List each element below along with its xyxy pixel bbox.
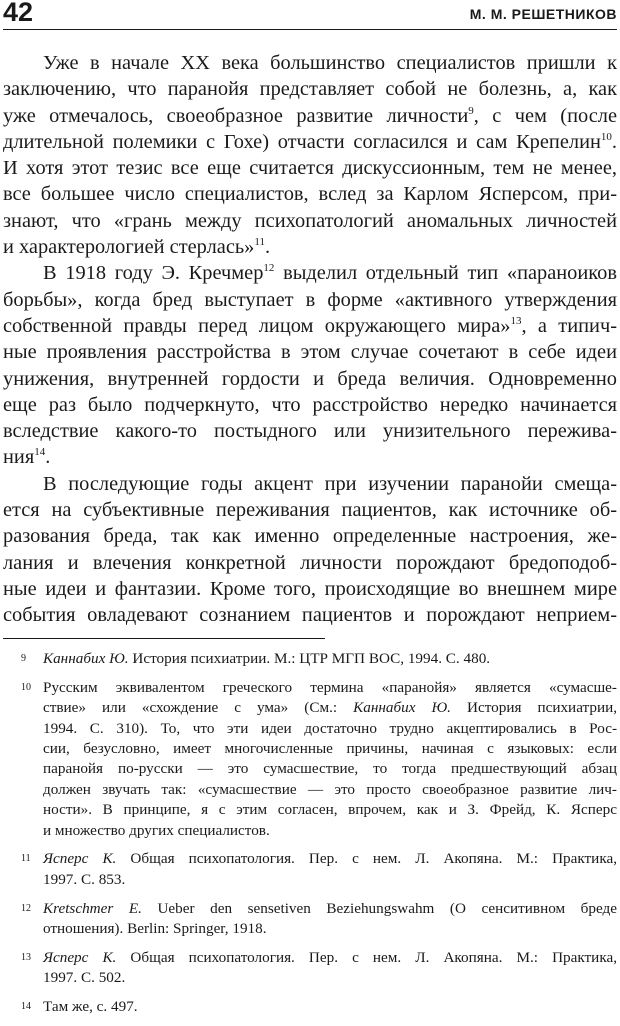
text-run: Уже в начале XX века большинство специалистов пришли к <box>43 52 617 74</box>
text-run: знают, что «грань между психопатологий аномальных личностей <box>3 209 617 232</box>
text-line <box>3 313 617 339</box>
text-run: История психиатрии, <box>450 699 618 717</box>
text-run: отношения). Berlin: Springer, 1918. <box>43 920 267 938</box>
footnote-number: 13 <box>21 951 31 963</box>
footnote-line <box>43 698 617 718</box>
footnote-ref: 13 <box>510 314 522 327</box>
text-run: длительной полемики с Гохе) отчасти согласился и сам Крепелин <box>3 130 601 153</box>
footnote-line <box>43 780 617 800</box>
text-line <box>3 602 617 628</box>
text-line <box>3 76 617 102</box>
text-line <box>3 234 617 260</box>
author-name: Ясперс К. <box>43 948 117 966</box>
text-run: Общая психопатология. Пер. с нем. Л. Акопяна. М.: Практика, <box>116 850 618 868</box>
text-line <box>3 339 617 365</box>
text-run: Русским эквивалентом греческого термина «паранойя» является «сумасше- <box>43 678 617 696</box>
footnote-13 <box>3 948 617 989</box>
footnote-line <box>43 919 617 939</box>
text-line <box>3 181 617 207</box>
main-text <box>3 50 617 629</box>
footnote-12 <box>3 899 617 940</box>
text-line <box>3 208 617 234</box>
author-name: Kretschmer E. <box>43 899 142 917</box>
author-name: Ясперс К. <box>43 850 117 868</box>
text-run: , а типич- <box>521 314 617 337</box>
text-run: разования бреда, так как именно определенные настроения, же- <box>3 525 617 548</box>
footnote-line <box>43 899 617 919</box>
text-run: вследствие какого-то постыдного или унизительного пережива- <box>3 420 617 443</box>
header-rule <box>3 29 617 30</box>
text-line <box>3 366 617 392</box>
text-line <box>3 287 617 313</box>
text-line <box>3 418 617 444</box>
footnote-number: 12 <box>21 902 31 914</box>
footnote-line <box>43 678 617 698</box>
text-run: И хотя этот тезис все еще считается дискуссионным, тем не менее, <box>3 157 617 180</box>
footnote-number: 9 <box>21 653 26 664</box>
footnote-line <box>43 821 617 841</box>
footnote-ref: 11 <box>254 236 265 249</box>
text-run: , с чем (после <box>473 104 617 127</box>
footnote-line <box>43 800 617 820</box>
text-run: выделил отдельный тип «параноиков <box>274 262 617 285</box>
text-line <box>3 471 617 497</box>
text-run: и характерологией стерлась» <box>3 236 255 259</box>
text-run: ные идеи и фантазии. Кроме того, происходящие во внешнем мире <box>3 577 617 600</box>
footnote-line <box>43 968 617 988</box>
footnote-line <box>43 739 617 759</box>
page-number: 42 <box>3 0 34 27</box>
text-run: Общая психопатология. Пер. с нем. Л. Акопяна. М.: Практика, <box>116 948 618 966</box>
text-run: В 1918 году Э. Кречмер <box>43 262 264 285</box>
text-run: и множество других специалистов. <box>43 821 270 839</box>
footnotes <box>3 649 617 1026</box>
text-run: . <box>45 446 51 469</box>
text-run: В последующие годы акцент при изучении паранойи смеща- <box>43 472 617 495</box>
footnote-ref: 10 <box>600 130 612 143</box>
text-run: паранойя по-русски — это сумасшествие, то тогда предшествующий абзац <box>43 760 617 778</box>
text-run: История психиатрии. М.: ЦТР МГП ВОС, 1994. С. 480. <box>128 650 491 667</box>
text-run: события овладевают сознанием пациентов и порождают неприем- <box>3 604 617 627</box>
footnote-line <box>43 870 617 890</box>
footnote-number: 14 <box>21 1001 31 1013</box>
author-name: Каннабих Ю. <box>353 699 451 717</box>
text-run: Там же, с. 497. <box>43 998 138 1016</box>
footnote-10 <box>3 678 617 841</box>
text-line <box>3 497 617 523</box>
text-line <box>3 103 617 129</box>
text-line <box>3 576 617 602</box>
footnote-line <box>43 719 617 739</box>
text-run: заключению, что паранойя представляет собой не болезнь, а, как <box>3 78 617 101</box>
footnote-ref: 14 <box>34 446 46 459</box>
text-run: еще раз было подчеркнуто, что расстройство нередко начинается <box>3 393 617 416</box>
text-run: ния <box>3 446 35 469</box>
text-run: . <box>611 130 617 153</box>
text-run: Ueber den sensetiven Beziehungswahm (О сенситивном бреде <box>141 899 617 917</box>
text-run: ные проявления расстройства в этом случае сочетают в себе идеи <box>3 341 617 364</box>
text-line <box>3 392 617 418</box>
text-run: борьбы», когда бред выступает в форме «активного утверждения <box>3 288 617 311</box>
text-run: ствие» или «схождение с ума» (См.: <box>43 699 354 717</box>
text-run: сии, безусловно, имеет многочисленные причины, начиная с языковых: если <box>43 740 617 758</box>
text-line <box>3 129 617 155</box>
author-name: Каннабих Ю. <box>43 650 129 667</box>
footnote-ref: 12 <box>263 262 275 275</box>
text-run: лания и влечения конкретной личности порождают бредоподоб- <box>3 551 617 574</box>
footnote-14 <box>3 997 617 1017</box>
text-run: должен звучать так: «сумасшествие — это просто своеобразное развитие лич- <box>43 780 617 798</box>
text-run: ется на субъективные переживания пациентов, как источнике об- <box>3 499 617 522</box>
footnote-line <box>43 759 617 779</box>
text-run: . <box>264 236 271 259</box>
footnote-number: 11 <box>21 853 31 865</box>
footnote-ref: 9 <box>468 104 474 117</box>
footnote-line <box>43 649 617 669</box>
footnote-number: 10 <box>21 681 31 693</box>
footnote-11 <box>3 849 617 890</box>
text-line <box>3 550 617 576</box>
text-line <box>3 155 617 181</box>
text-run: 1997. С. 502. <box>43 969 126 987</box>
text-line <box>3 50 617 76</box>
text-run: все большее число специалистов, вслед за Карлом Ясперсом, при- <box>3 183 617 206</box>
footnote-line <box>43 948 617 968</box>
text-run: уже отмечалось, своеобразное развитие личности <box>3 104 469 127</box>
footnote-separator <box>3 638 325 639</box>
text-run: 1994. С. 310). То, что эти идеи достаточно трудно акцептировались в Рос- <box>43 719 617 737</box>
text-run: собственной правды перед лицом окружающего мира» <box>3 314 511 337</box>
footnote-line <box>43 997 617 1017</box>
text-run: унижения, внутренней гордости и бреда величия. Одновременно <box>3 367 617 390</box>
footnote-9 <box>3 649 617 669</box>
footnote-line <box>43 849 617 869</box>
page-header <box>3 0 617 28</box>
text-line <box>3 444 617 470</box>
text-line <box>3 260 617 286</box>
running-head-author: М. М. РЕШЕТНИКОВ <box>469 6 617 22</box>
text-run: ности». В принципе, я с этим согласен, впрочем, как и З. Фрейд, К. Ясперс <box>43 801 617 819</box>
text-line <box>3 523 617 549</box>
text-run: 1997. С. 853. <box>43 870 126 888</box>
